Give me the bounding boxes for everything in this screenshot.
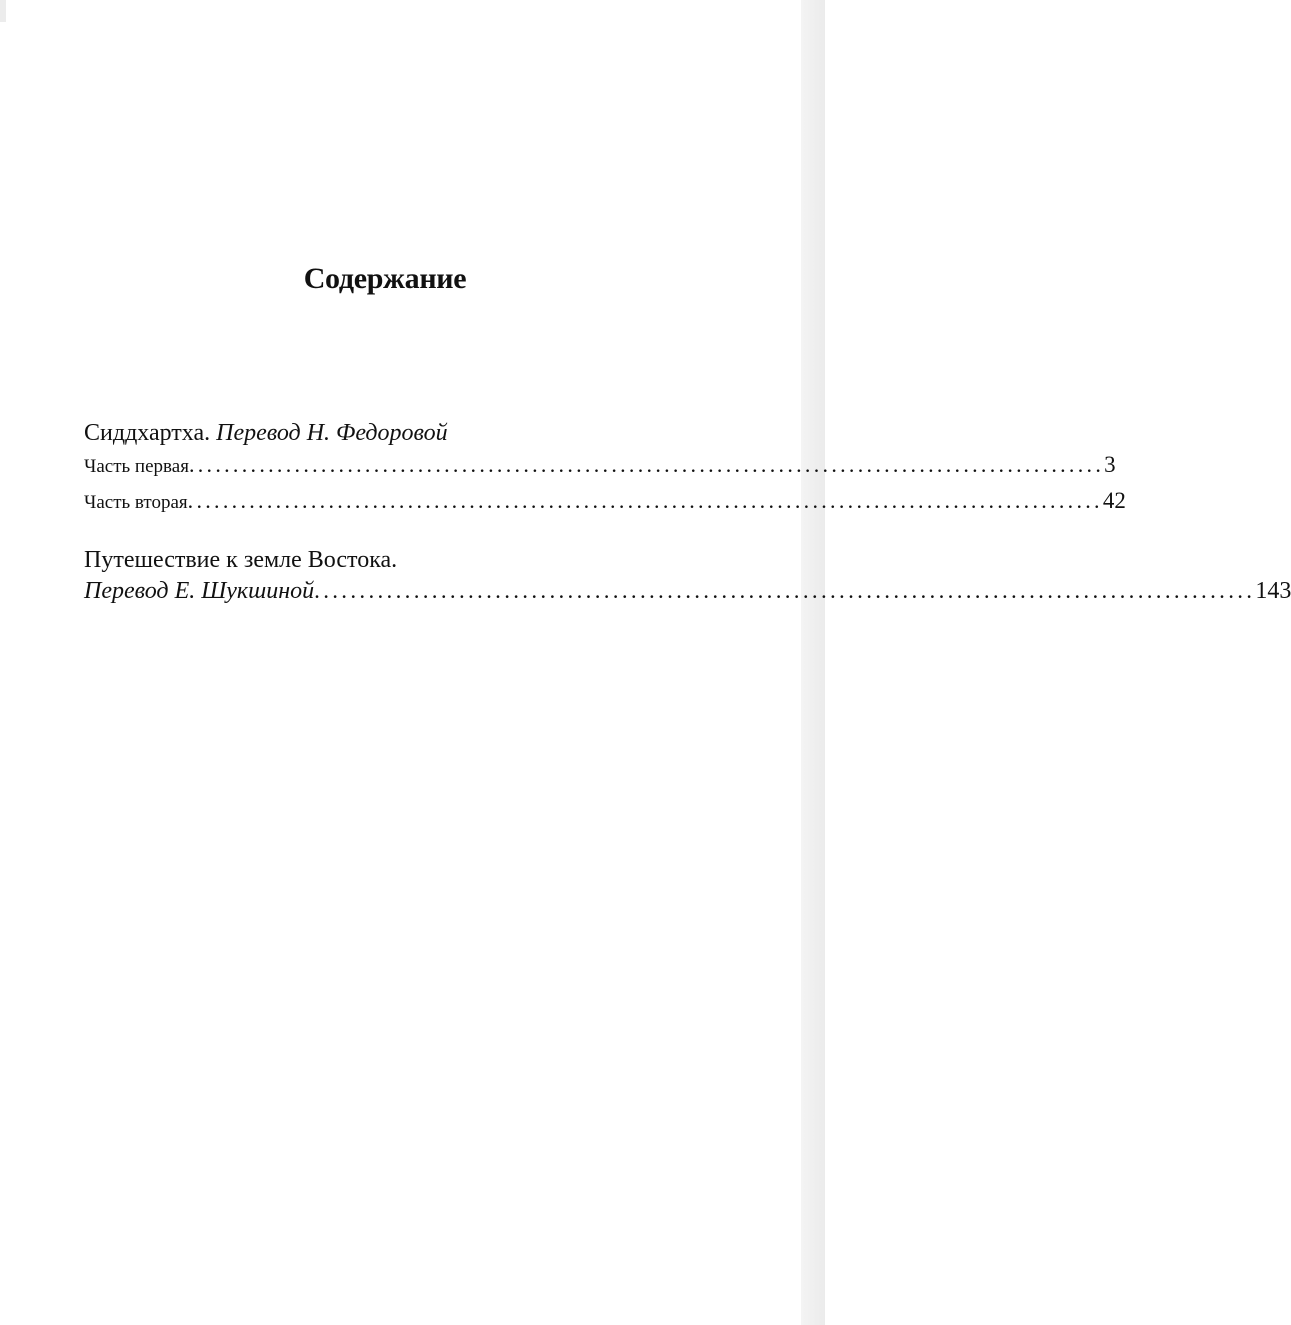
- work-title: Путешествие к земле Востока.: [84, 547, 398, 573]
- toc-page-number: 143: [1255, 578, 1291, 604]
- toc-row-journey-east[interactable]: [84, 575, 1291, 607]
- toc-work-heading: [84, 545, 682, 575]
- toc-row-label: Часть первая: [84, 456, 189, 477]
- work-translator: Перевод Н. Федоровой: [216, 420, 448, 446]
- toc-page-number: 3: [1104, 452, 1116, 477]
- toc-row-label: Перевод Е. Шукшиной: [84, 578, 315, 604]
- work-title: Сиддхартха.: [84, 420, 211, 446]
- page-title: Содержание: [303, 262, 467, 295]
- page-edge-shadow: [801, 0, 825, 1325]
- toc-row-part-one[interactable]: [84, 448, 1116, 484]
- toc-entry-journey-east: [84, 545, 1291, 607]
- dot-leader: ........................................................................................................: [314, 578, 1256, 603]
- toc-page-number: 42: [1102, 488, 1126, 513]
- dot-leader: ........................................................................................................: [188, 452, 1105, 477]
- page-corner-mark: [0, 0, 6, 22]
- toc-row-part-two[interactable]: [84, 484, 1126, 520]
- toc-entry-siddhartha: [84, 418, 1126, 520]
- toc-row-label: Часть вторая: [84, 492, 188, 513]
- toc-work-heading: [84, 418, 682, 448]
- dot-leader: ........................................................................................................: [187, 488, 1103, 513]
